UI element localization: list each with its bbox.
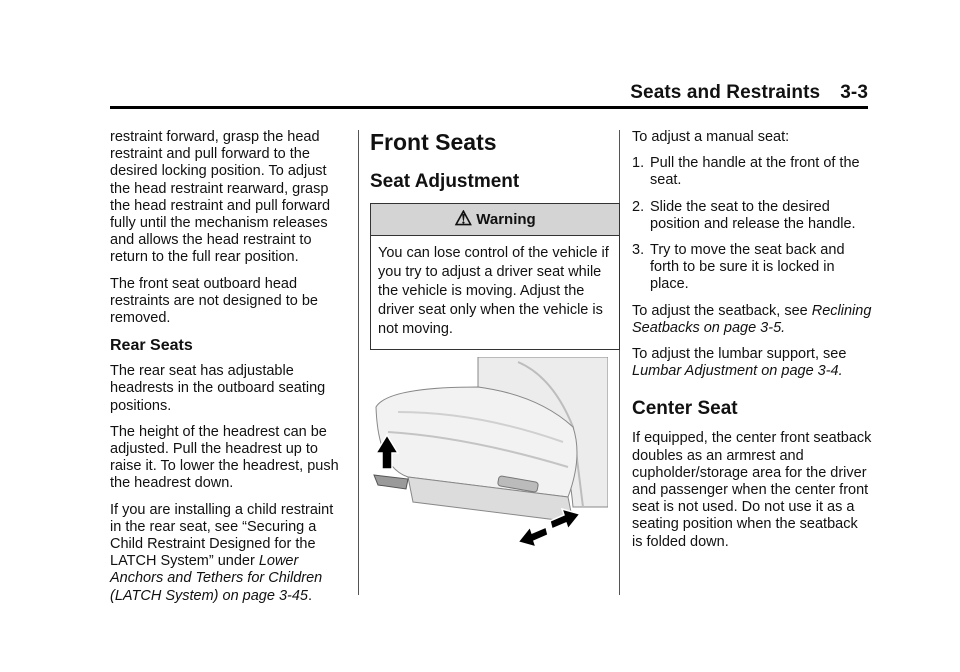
step-number: 3. — [632, 242, 645, 259]
column-divider — [619, 130, 620, 595]
lumbar-adjustment-link[interactable]: Lumbar Adjustment on page 3-4. — [632, 363, 843, 380]
step-text: Pull the handle at the front of the seat. — [650, 155, 860, 189]
list-item — [632, 199, 872, 233]
column-3 — [632, 129, 872, 560]
column-divider — [358, 130, 359, 595]
front-seats-heading: Front Seats — [370, 129, 497, 155]
center-seat-heading: Center Seat — [632, 398, 738, 420]
paragraph: To adjust a manual seat: — [632, 129, 790, 145]
latch-reference-link[interactable]: Lower Anchors and Tethers for Children (LATCH System) on page 3-45 — [110, 553, 323, 604]
step-number: 1. — [632, 155, 645, 172]
lumbar-text: To adjust the lumbar support, see — [632, 346, 847, 363]
warning-text: You can lose control of the vehicle if you try to adjust a driver seat while the vehicle is moving. Adjust the driver seat only when the vehicle is not moving. — [378, 245, 609, 337]
page-number: 3-3 — [840, 82, 868, 103]
paragraph: restraint forward, grasp the head restraint and pull forward to the desired locking position. To adjust the head restraint rearward, grasp the head restraint and pull forward fully until the mechanism releases and allows the head restraint to return to the full rear position. — [110, 129, 331, 266]
paragraph — [632, 346, 872, 380]
step-text: Slide the seat to the desired position and release the handle. — [650, 198, 856, 232]
warning-triangle-icon: ⚠ — [454, 207, 473, 230]
seatback-text: To adjust the seatback, see — [632, 302, 812, 319]
seat-adjustment-heading: Seat Adjustment — [370, 171, 520, 192]
paragraph: The front seat outboard head restraints are not designed to be removed. — [110, 275, 318, 327]
warning-header — [371, 204, 619, 236]
paragraph: If equipped, the center front seatback doubles as an armrest and cupholder/storage area for the driver and passenger when the center front seat is not used. Do not use it as a seating position when the seatback is folded down. — [632, 430, 872, 550]
paragraph: The rear seat has adjustable headrests in the outboard seating positions. — [110, 363, 326, 414]
paragraph: The height of the headrest can be adjusted. Pull the headrest up to raise it. To lower the headrest, push the headrest down. — [110, 423, 339, 492]
seat-adjustment-illustration — [368, 357, 608, 547]
rear-seats-heading: Rear Seats — [110, 337, 193, 355]
step-number: 2. — [632, 198, 645, 215]
header-rule — [110, 106, 868, 109]
list-item — [632, 155, 872, 189]
warning-title: Warning — [476, 210, 536, 228]
latch-text: If you are installing a child restraint in the rear seat, see “Securing a Child Restraint Designed for the LATCH System” under — [110, 501, 334, 570]
list-item — [632, 242, 872, 294]
period: . — [307, 587, 313, 604]
paragraph — [110, 502, 346, 605]
steps-list — [632, 155, 872, 293]
step-text: Try to move the seat back and forth to be sure it is locked in place. — [650, 242, 845, 293]
paragraph — [632, 303, 872, 337]
warning-box — [370, 203, 620, 350]
reclining-seatbacks-link[interactable]: Reclining Seatbacks on page 3-5. — [632, 302, 872, 336]
page-header — [110, 82, 868, 104]
section-title: Seats and Restraints — [630, 82, 821, 103]
column-2 — [370, 129, 610, 350]
column-1 — [110, 129, 346, 614]
